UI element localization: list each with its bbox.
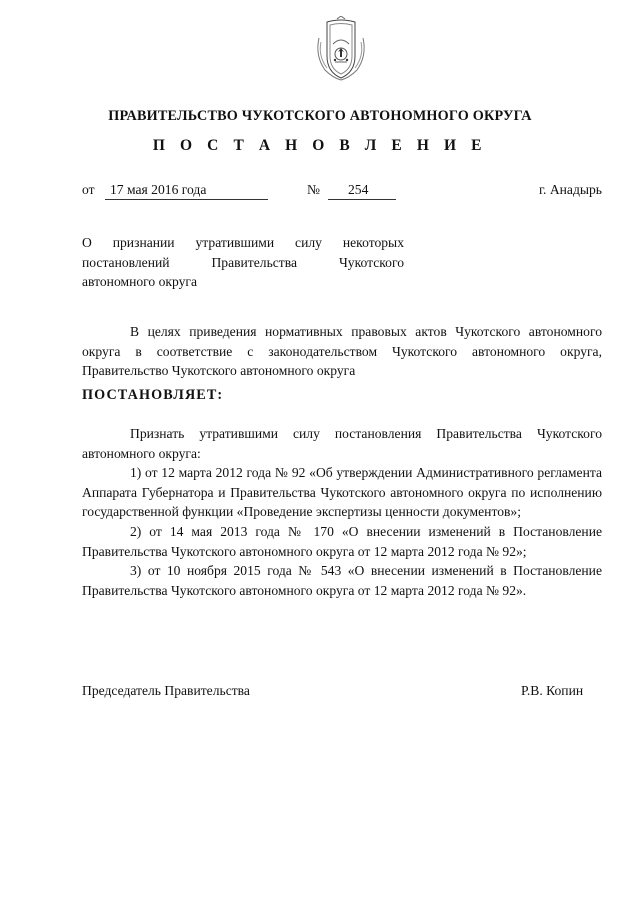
subject-line: О признании утратившими силу некоторых [82,235,404,250]
subject-line: автономного округа [82,274,198,290]
date-underline [105,199,268,200]
body-item: 2) от 14 мая 2013 года № 170 «О внесении изменений в Постановление Правительства Чукотского автономного округа от 12 марта 2012 года № 92»; [82,523,602,559]
body-item: 3) от 10 ноября 2015 года № 543 «О внесении изменений в Постановление Правительства Чукотского автономного округа от 12 марта 2012 года № 92». [82,563,602,598]
number-underline [328,199,396,200]
body-item: 1) от 12 марта 2012 года № 92 «Об утверждении Административного регламента Аппарата Губернатора и Правительства Чукотского автономного округа по исполнению государственной функции «Проведение экспертизы ценности документов»; [82,465,602,520]
government-title: ПРАВИТЕЛЬСТВО ЧУКОТСКОГО АВТОНОМНОГО ОКРУГА [108,108,532,124]
preamble-text: В целях приведения нормативных правовых актов Чукотского автономного округа в соответствие с законодательством Чукотского автономного округа, Правительство Чукотского автономного округа [82,324,602,379]
signatory-name: Р.В. Копин [521,683,584,698]
document-number: 254 [348,182,369,197]
document-date: 17 мая 2016 года [110,182,207,197]
from-label: от [82,182,95,197]
coat-of-arms-icon [311,16,371,84]
body-intro: Признать утратившими силу постановления Правительства Чукотского автономного округа: [82,426,602,461]
document-meta-line [82,182,602,202]
preamble [82,322,602,381]
number-label: № [307,182,320,197]
subject-line: постановлений Правительства Чукотского [82,254,404,270]
signatory-position: Председатель Правительства [82,683,250,698]
resolves-heading: ПОСТАНОВЛЯЕТ: [82,387,224,403]
document-subject [82,233,404,292]
place: г. Анадырь [538,182,602,197]
document-type-title: П О С Т А Н О В Л Е Н И Е [152,137,488,154]
resolution-body [82,424,602,600]
